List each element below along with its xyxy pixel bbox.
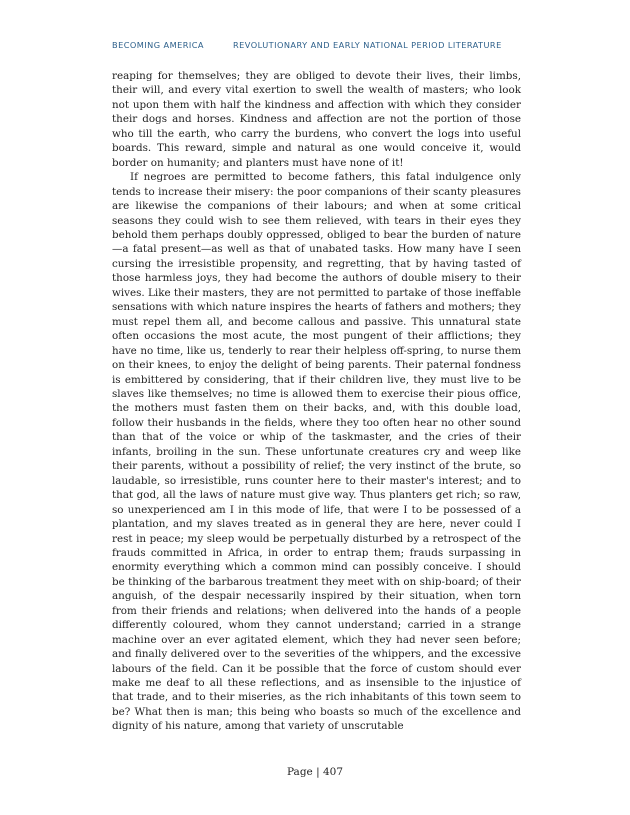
section-title: REVOLUTIONARY AND EARLY NATIONAL PERIOD LITERATURE — [233, 40, 502, 50]
body-text — [112, 69, 521, 734]
paragraph-continued: reaping for themselves; they are obliged to devote their lives, their limbs, their will, and every vital exertion to swell the wealth of masters; who look not upon them with half the kindness and affection with which they consider their dogs and horses. Kindness and affection are not the portion of those who till the earth, who carry the burdens, who convert the logs into useful boards. This reward, simple and natural as one would conceive it, would border on humanity; and planters must have none of it! — [112, 70, 521, 169]
page-number: Page | 407 — [286, 766, 344, 778]
paragraph: If negroes are permitted to become fathers, this fatal indulgence only tends to increase their misery: the poor companions of their scanty pleasures are likewise the companions of their labours; and when at some critical seasons they could wish to see them relieved, with tears in their eyes they behold them perhaps doubly oppressed, obliged to bear the burden of nature—a fatal present—as well as that of unabated tasks. How many have I seen cursing the irresistible propensity, and regretting, that by having tasted of those harmless joys, they had become the authors of double misery to their wives. Like their masters, they are not permitted to partake of those ineffable sensations with which nature inspires the hearts of fathers and mothers; they must repel them all, and become callous and passive. This unnatural state often occasions the most acute, the most pungent of their afflictions; they have no time, like us, tenderly to rear their helpless off-spring, to nurse them on their knees, to enjoy the delight of being parents. Their paternal fondness is embittered by considering, that if their children live, they must live to be slaves like themselves; no time is allowed them to exercise their pious office, the mothers must fasten them on their backs, and, with this double load, follow their husbands in the fields, where they too often hear no other sound than that of the voice or whip of the taskmaster, and the cries of their infants, broiling in the sun. These unfortunate creatures cry and weep like their parents, without a possibility of relief; the very instinct of the brute, so laudable, so irresistible, runs counter here to their master's interest; and to that god, all the laws of nature must give way. Thus planters get rich; so raw, so unexperienced am I in this mode of life, that were I to be possessed of a plantation, and my slaves treated as in general they are here, never could I rest in peace; my sleep would be perpetually disturbed by a retrospect of the frauds committed in Africa, in order to entrap them; frauds surpassing in enormity everything which a common mind can possibly conceive. I should be thinking of the barbarous treatment they meet with on ship-board; of their anguish, of the despair necessarily inspired by their situation, when torn from their friends and relations; when delivered into the hands of a people differently coloured, whom they cannot understand; carried in a strange machine over an ever agitated element, which they had never seen before; and finally delivered over to the severities of the whippers, and the excessive labours of the field. Can it be possible that the force of custom should ever make me deaf to all these reflections, and as insensible to the injustice of that trade, and to their miseries, as the rich inhabitants of this town seem to be? What then is man; this being who boasts so much of the excellence and dignity of his nature, among that variety of unscrutable — [112, 171, 521, 733]
running-header — [112, 40, 532, 50]
series-title: BECOMING AMERICA — [112, 40, 204, 50]
